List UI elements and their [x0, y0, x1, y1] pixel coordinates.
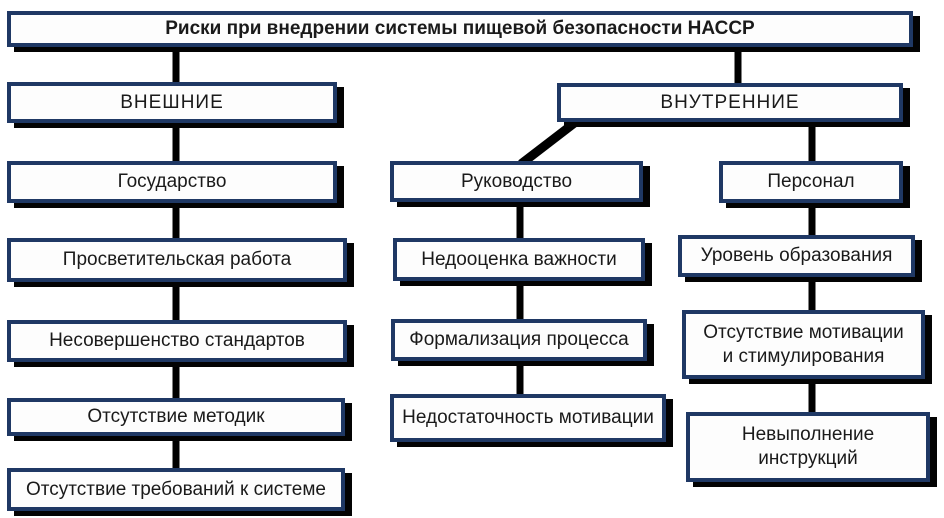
- node-label-line: и стимулирования: [722, 345, 885, 367]
- node-prosvetitelskaya-rabota: [7, 238, 347, 282]
- node-label: Персонал: [767, 171, 855, 193]
- node-label: Недооценка важности: [421, 248, 617, 270]
- node-otsutstvie-metodik: [7, 398, 345, 436]
- internal-header-box: [557, 83, 903, 122]
- node-label: Просветительская работа: [62, 249, 292, 271]
- node-nedostatochnost-motivacii: [390, 394, 666, 442]
- node-label-line: Невыполнение: [741, 424, 875, 446]
- title-box: [7, 11, 913, 47]
- node-label: Отсутствие требований к системе: [26, 478, 326, 500]
- node-rukovodstvo: [390, 161, 643, 202]
- node-nesovershenstvo-standartov: [7, 320, 347, 362]
- node-nedoocenka-vazhnosti: [393, 238, 645, 281]
- node-personal: [719, 161, 903, 203]
- node-label: Формализация процесса: [409, 329, 629, 351]
- external-header-label: ВНЕШНИЕ: [120, 91, 224, 113]
- node-formalizaciya-processa: [391, 319, 647, 361]
- internal-header-label: ВНУТРЕННИЕ: [660, 91, 800, 113]
- node-label: Уровень образования: [700, 245, 893, 267]
- external-header-box: [7, 82, 337, 123]
- diagram-title: Риски при внедрении системы пищевой безопасности НАССР: [165, 18, 755, 40]
- node-nevypolnenie-instrukcij: [686, 412, 930, 482]
- node-otsutstvie-motivacii: [682, 310, 925, 379]
- connector-diagonal: [521, 121, 577, 164]
- node-label: Руководство: [460, 170, 573, 192]
- node-label: Несовершенство стандартов: [49, 330, 305, 352]
- node-label: Недостаточность мотивации: [402, 407, 654, 429]
- node-gosudarstvo: [7, 161, 337, 203]
- node-label: Государство: [117, 171, 227, 193]
- node-label: Отсутствие методик: [87, 406, 265, 428]
- node-otsutstvie-trebovanij: [7, 468, 345, 511]
- node-label-line: Отсутствие мотивации: [703, 321, 904, 343]
- node-uroven-obrazovaniya: [678, 235, 915, 277]
- node-label-line: инструкций: [758, 448, 858, 469]
